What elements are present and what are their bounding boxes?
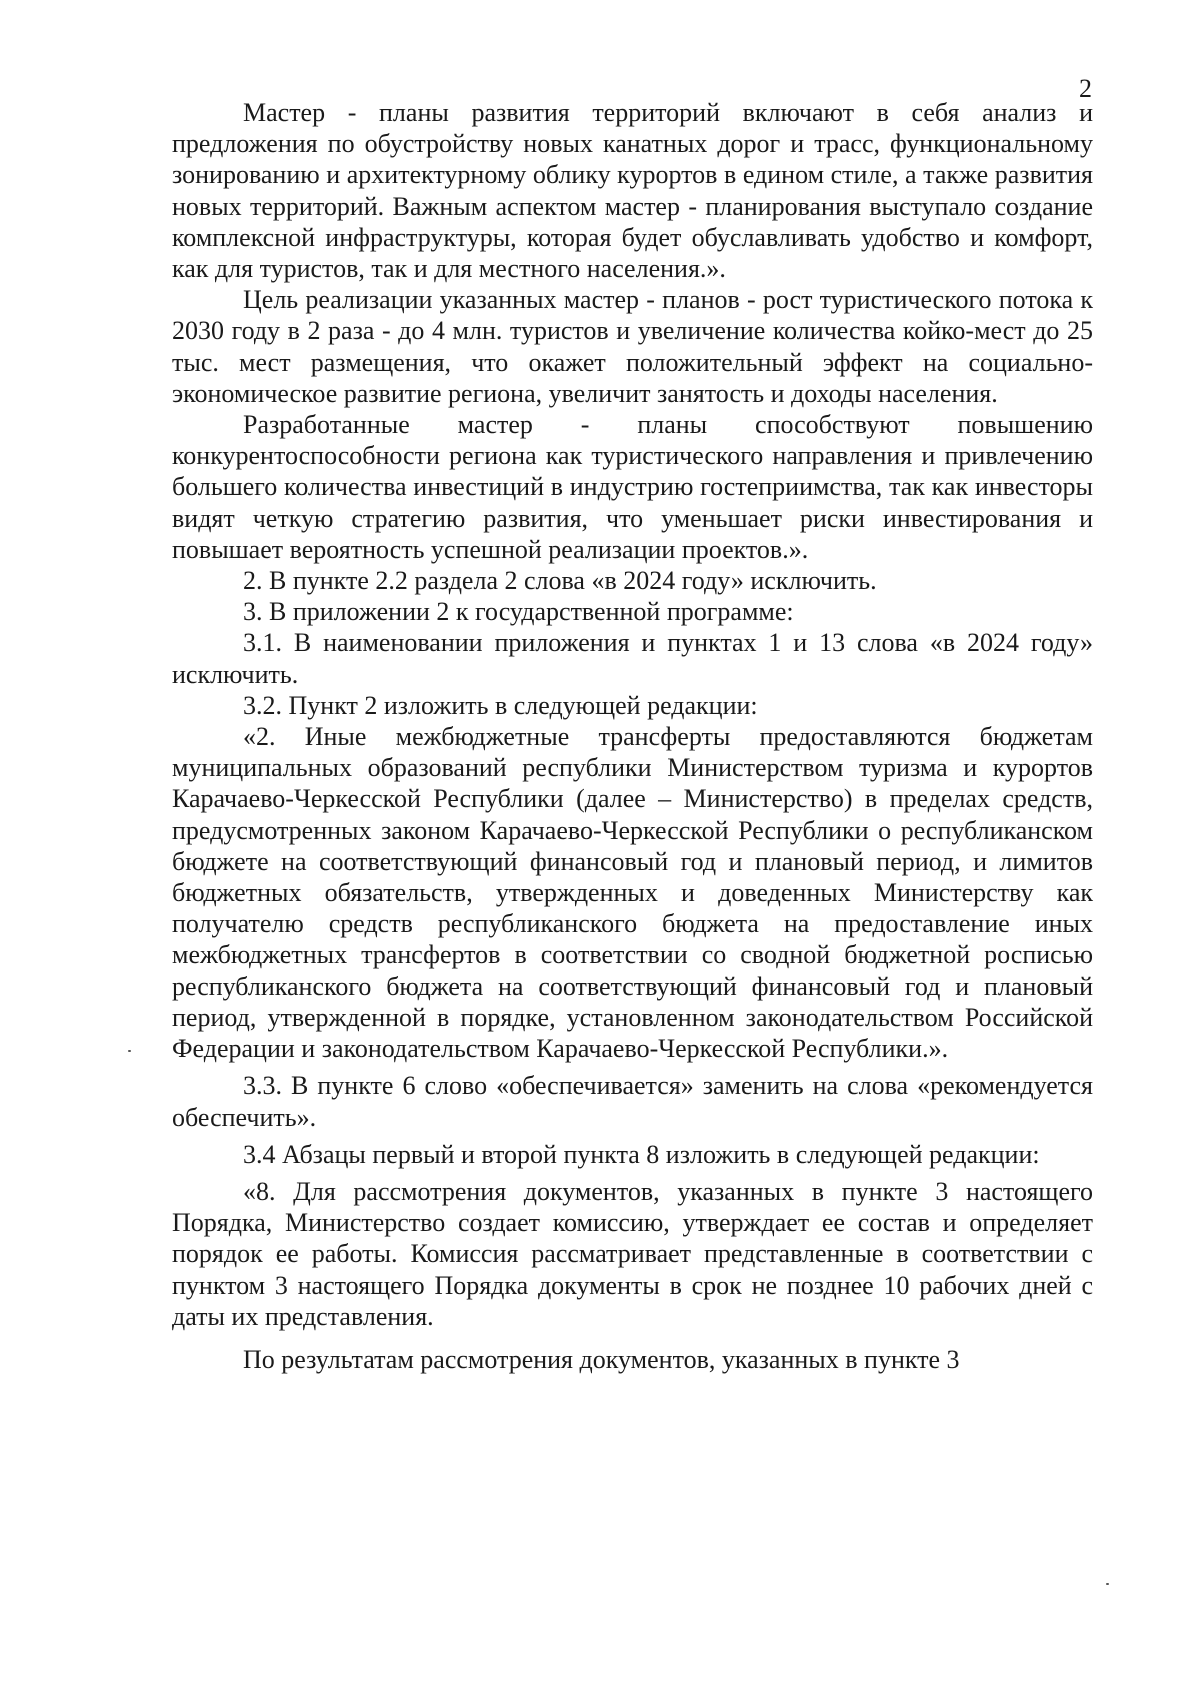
paragraph-item-3-4: 3.4 Абзацы первый и второй пункта 8 изложить в следующей редакции:: [243, 1139, 1040, 1169]
paragraph-item-3: 3. В приложении 2 к государственной программе:: [243, 597, 794, 627]
document-body: [172, 97, 1093, 1375]
paragraph-item-2: 2. В пункте 2.2 раздела 2 слова «в 2024 году» исключить.: [243, 566, 877, 596]
scan-speck: [128, 1050, 131, 1052]
paragraph-transfers-clause: «2. Иные межбюджетные трансферты предоставляются бюджетам муниципальных образований республики Министерством туризма и курортов Карачаево-Черкесской Республики (далее – Министерство) в пределах средств, предусмотренных законом Карачаево-Черкесской Республики о республиканском бюджете на соответствующий финансовый год и плановый период, и лимитов бюджетных обязательств, утвержденных и доведенных Министерству как получателю средств республиканского бюджета на предоставление иных межбюджетных трансфертов в соответствии со сводной бюджетной росписью республиканского бюджета на соответствующий финансовый год и плановый период, утвержденной в порядке, установленном законодательством Российской Федерации и законодательством Карачаево-Черкесской Республики.».: [172, 722, 1093, 1064]
paragraph-item-3-1: 3.1. В наименовании приложения и пунктах 1 и 13 слова «в 2024 году» исключить.: [172, 628, 1093, 689]
paragraph-master-plans: Мастер - планы развития территорий включают в себя анализ и предложения по обустройству новых канатных дорог и трасс, функциональному зонированию и архитектурному облику курортов в едином стиле, а также развития новых территорий. Важным аспектом мастер - планирования выступало создание комплексной инфраструктуры, которая будет обуславливать удобство и комфорт, как для туристов, так и для местного населения.».: [172, 98, 1093, 284]
paragraph-goal: Цель реализации указанных мастер - планов - рост туристического потока к 2030 году в 2 раза - до 4 млн. туристов и увеличение количества койко-мест до 25 тыс. мест размещения, что окажет положительный эффект на социально-экономическое развитие региона, увеличит занятость и доходы населения.: [172, 285, 1093, 408]
paragraph-clause-8: «8. Для рассмотрения документов, указанных в пункте 3 настоящего Порядка, Министерство создает комиссию, утверждает ее состав и определяет порядок ее работы. Комиссия рассматривает представленные в соответствии с пунктом 3 настоящего Порядка документы в срок не позднее 10 рабочих дней с даты их представления.: [172, 1176, 1093, 1331]
paragraph-item-3-2: 3.2. Пункт 2 изложить в следующей редакции:: [243, 690, 758, 720]
scan-speck: [1106, 1583, 1109, 1585]
paragraph-competitiveness: Разработанные мастер - планы способствуют повышению конкурентоспособности региона как туристического направления и привлечению большего количества инвестиций в индустрию гостеприимства, так как инвесторы видят четкую стратегию развития, что уменьшает риски инвестирования и повышает вероятность успешной реализации проектов.».: [172, 410, 1093, 564]
paragraph-review-results: По результатам рассмотрения документов, указанных в пункте 3: [243, 1344, 960, 1374]
paragraph-item-3-3: 3.3. В пункте 6 слово «обеспечивается» заменить на слова «рекомендуется обеспечить».: [172, 1071, 1093, 1132]
page-number: 2: [1079, 74, 1092, 103]
